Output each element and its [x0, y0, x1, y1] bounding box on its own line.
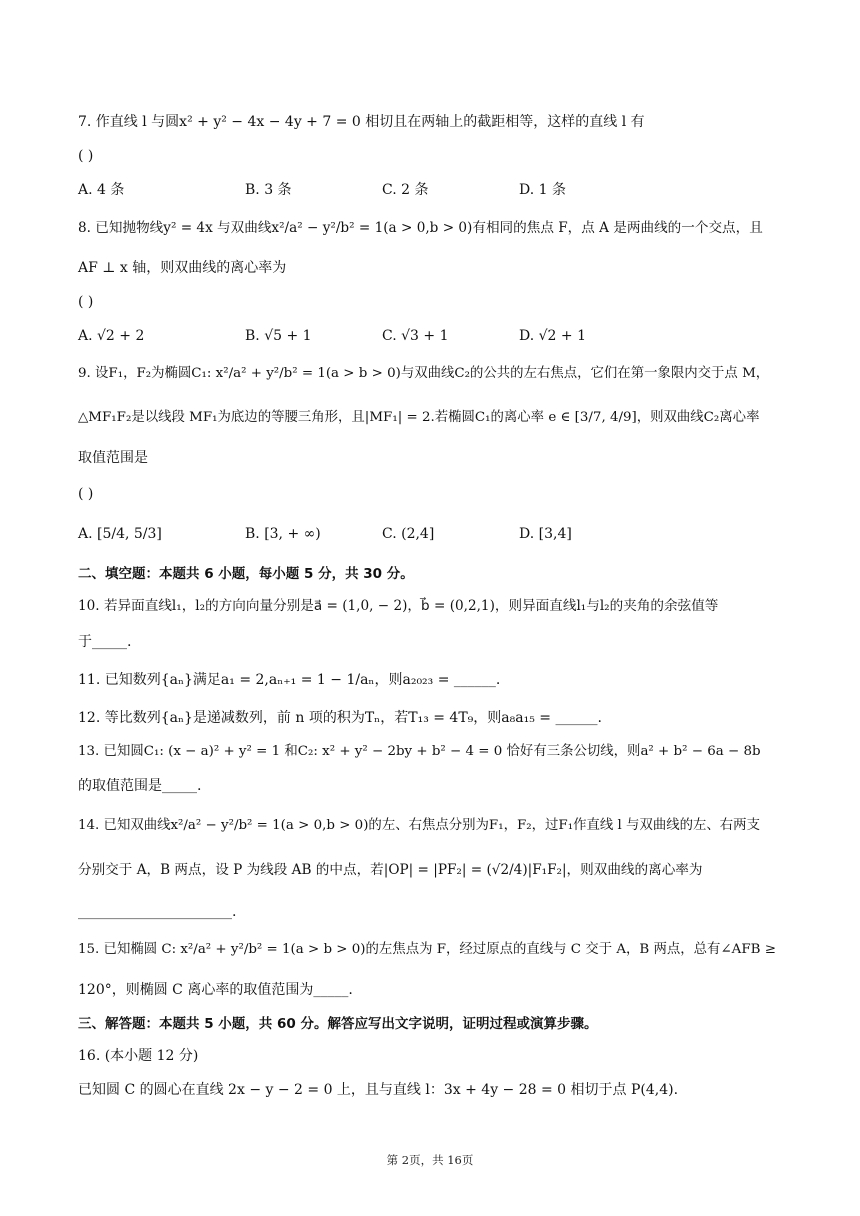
q9-stem-line2: △MF₁F₂是以线段 MF₁为底边的等腰三角形，且|MF₁| = 2.若椭圆C₁的离心率 e ∈ [3/7, 4/9]，则双曲线C₂离心率	[78, 410, 760, 425]
q8-option-d: D. √2 + 1	[519, 328, 586, 344]
q9-stem-line3: 取值范围是	[78, 450, 148, 466]
q7-answer-paren: ( )	[78, 148, 94, 164]
q9-option-b: B. [3, + ∞)	[245, 526, 321, 542]
q8-option-c: C. √3 + 1	[382, 328, 449, 344]
q10-stem-line1: 10. 若异面直线l₁，l₂的方向向量分别是a⃗ = (1,0, − 2)，b⃗ = (0,2,1)，则异面直线l₁与l₂的夹角的余弦值等	[78, 598, 719, 614]
q9-option-a: A. [5/4, 5/3]	[78, 526, 162, 542]
q8-option-b: B. √5 + 1	[245, 328, 312, 344]
q16-title: 16. (本小题 12 分)	[78, 1048, 199, 1064]
q7-stem: 7. 作直线 l 与圆x² + y² − 4x − 4y + 7 = 0 相切且在两轴上的截距相等，这样的直线 l 有	[78, 114, 645, 130]
section-heading-solutions: 三、解答题：本题共 5 小题，共 60 分。解答应写出文字说明，证明过程或演算步骤。	[78, 1016, 598, 1032]
q9-option-c: C. (2,4]	[382, 526, 435, 542]
q14-stem-line1: 14. 已知双曲线x²/a² − y²/b² = 1(a > 0,b > 0)的左、右焦点分别为F₁，F₂，过F₁作直线 l 与双曲线的左、右两支	[78, 818, 760, 833]
q9-stem-line1: 9. 设F₁，F₂为椭圆C₁: x²/a² + y²/b² = 1(a > b > 0)与双曲线C₂的公共的左右焦点，它们在第一象限内交于点 M，	[78, 366, 770, 381]
q9-answer-paren: ( )	[78, 486, 94, 502]
q9-option-d: D. [3,4]	[519, 526, 572, 542]
q7-option-a: A. 4 条	[78, 182, 125, 198]
section-heading-fill-in: 二、填空题：本题共 6 小题，每小题 5 分，共 30 分。	[78, 566, 414, 582]
q13-stem-line1: 13. 已知圆C₁: (x − a)² + y² = 1 和C₂: x² + y² − 2by + b² − 4 = 0 恰好有三条公切线，则a² + b² − 6a − 8b	[78, 744, 761, 759]
q8-answer-paren: ( )	[78, 294, 94, 310]
question-12: 12. 等比数列{aₙ}是递减数列，前 n 项的积为Tₙ，若T₁₃ = 4T₉，则a₈a₁₅ = ______.	[78, 710, 602, 726]
q8-stem-line1: 8. 已知抛物线y² = 4x 与双曲线x²/a² − y²/b² = 1(a > 0,b > 0)有相同的焦点 F，点 A 是两曲线的一个交点，且	[78, 220, 763, 236]
q8-option-a: A. √2 + 2	[78, 328, 145, 344]
q14-stem-line3: ______________________.	[78, 904, 237, 920]
q15-stem-line2: 120°，则椭圆 C 离心率的取值范围为_____.	[78, 982, 353, 998]
q7-option-b: B. 3 条	[245, 182, 292, 198]
page-footer: 第 2页，共 16页	[386, 1153, 474, 1167]
q7-option-d: D. 1 条	[519, 182, 566, 198]
q10-stem-line2: 于_____.	[78, 634, 132, 650]
q16-stem: 已知圆 C 的圆心在直线 2x − y − 2 = 0 上，且与直线 l：3x + 4y − 28 = 0 相切于点 P(4,4).	[78, 1082, 679, 1098]
q15-stem-line1: 15. 已知椭圆 C: x²/a² + y²/b² = 1(a > b > 0)的左焦点为 F，经过原点的直线与 C 交于 A，B 两点，总有∠AFB ≥	[78, 942, 776, 957]
q14-stem-line2: 分别交于 A，B 两点，设 P 为线段 AB 的中点，若|OP| = |PF₂| = (√2/4)|F₁F₂|，则双曲线的离心率为	[78, 862, 703, 878]
q13-stem-line2: 的取值范围是_____.	[78, 778, 202, 794]
q7-option-c: C. 2 条	[382, 182, 429, 198]
q8-stem-line2: AF ⊥ x 轴，则双曲线的离心率为	[78, 260, 287, 276]
question-11: 11. 已知数列{aₙ}满足a₁ = 2,aₙ₊₁ = 1 − 1/aₙ，则a₂₀₂₃ = ______.	[78, 672, 501, 688]
